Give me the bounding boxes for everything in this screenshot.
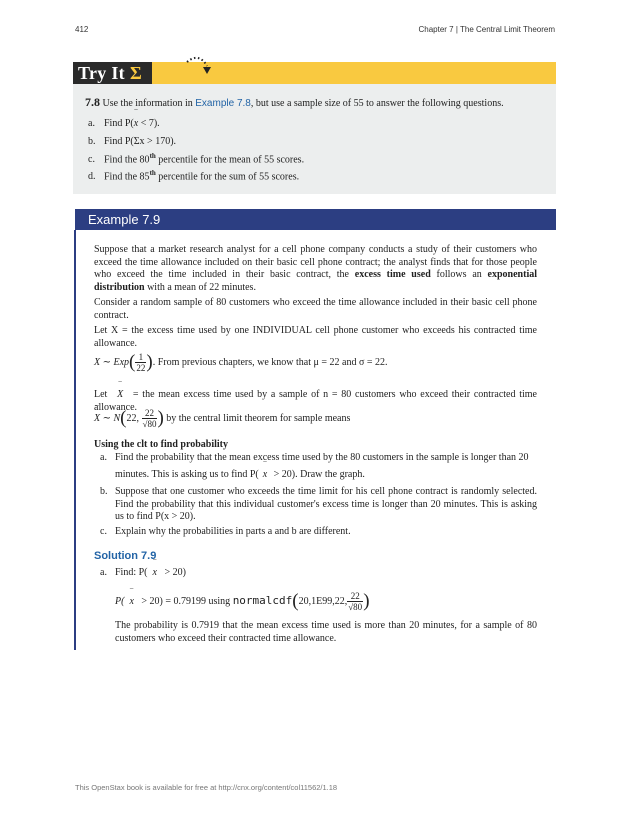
problem-intro-pre: Use the information in	[102, 98, 193, 109]
example-paragraph-1: Suppose that a market research analyst for a cell phone company conducts a study of their customers who exceed the time allowance included on their basic cell phone contract; the analyst finds that for those people who exceed the time included in their basic contract, the excess time used follows an exponential distribution with a mean of 22 minutes.	[94, 244, 537, 293]
clt-subheading: Using the clt to find probability	[94, 439, 228, 450]
let-sample-mean: Let ‾ X = the mean excess time used by a sample of n = 80 customers who exceed their contracted time allowance.	[94, 389, 537, 414]
part-c: c. Explain why the probabilities in parts a and b are different.	[100, 526, 351, 537]
solution-conclusion: The probability is 0.7919 that the mean excess time used is more than 20 minutes, for a sample of 80 customers who exceed their contracted time allowance.	[115, 620, 537, 644]
example-title: Example 7.9	[75, 209, 556, 230]
page-footer: This OpenStax book is available for free at http://cnx.org/content/col11562/1.18	[75, 783, 338, 792]
question-a: a. Find P(‾ x < 7).	[88, 118, 160, 129]
problem-intro-post: , but use a sample size of 55 to answer the following questions.	[250, 98, 504, 109]
try-it-banner	[73, 62, 556, 84]
question-b: b. Find P(Σx > 170).	[88, 136, 177, 147]
try-it-problem	[85, 95, 545, 110]
example-left-rule	[74, 230, 76, 650]
exponential-distribution: X ∼ Exp( $\frac{1}{22}$ ). From previous chapters, we know that μ = 22 and σ = 22.	[94, 351, 388, 373]
try-it-label	[73, 62, 152, 84]
dotted-arrow-icon	[185, 52, 215, 82]
chapter-title: Chapter 7 | The Central Limit Theorem	[418, 25, 555, 34]
sigma-icon: Σ	[129, 63, 143, 83]
part-a: a. Find the probability that the mean excess time used by the 80 customers in the sample is longer than 20 minutes. This is asking us to find P(‾ x > 20). Draw the graph.	[100, 452, 537, 481]
solution-title: Solution 7.9	[94, 550, 157, 562]
page-number: 412	[75, 25, 89, 34]
example-paragraph-3: Let X = the excess time used by one INDIVIDUAL cell phone customer who exceeds his contracted time allowance.	[94, 325, 537, 349]
part-b: b. Suppose that one customer who exceeds the time limit for his cell phone contract is randomly selected. Find the probability that this individual customer's excess time is longer than 20 minutes. This is asking us to find P(x > 20).	[100, 486, 537, 522]
question-d: d. Find the 85th percentile for the sum of 55 scores.	[88, 169, 300, 183]
problem-number: 7.8	[85, 95, 100, 109]
solution-calculation: P(‾ x > 20) = 0.79199 using normalcdf(20,1E99,22, $\frac{22}{√80}$ )	[115, 591, 537, 612]
normal-distribution: ‾ X ∼ N(22, $\frac{22}{√80}$ ) by the central limit theorem for sample means	[94, 408, 537, 429]
question-c: c. Find the 80th percentile for the mean of 55 scores.	[88, 152, 305, 166]
solution-find: a. Find: P(‾ x > 20)	[100, 567, 543, 580]
example-paragraph-2: Consider a random sample of 80 customers who exceed the time allowance included in their basic cell phone contract.	[94, 297, 537, 321]
example-link[interactable]: Example 7.8	[195, 98, 251, 109]
try-it-title: Try It	[78, 63, 125, 83]
normalcdf-function: normalcdf	[232, 593, 293, 607]
